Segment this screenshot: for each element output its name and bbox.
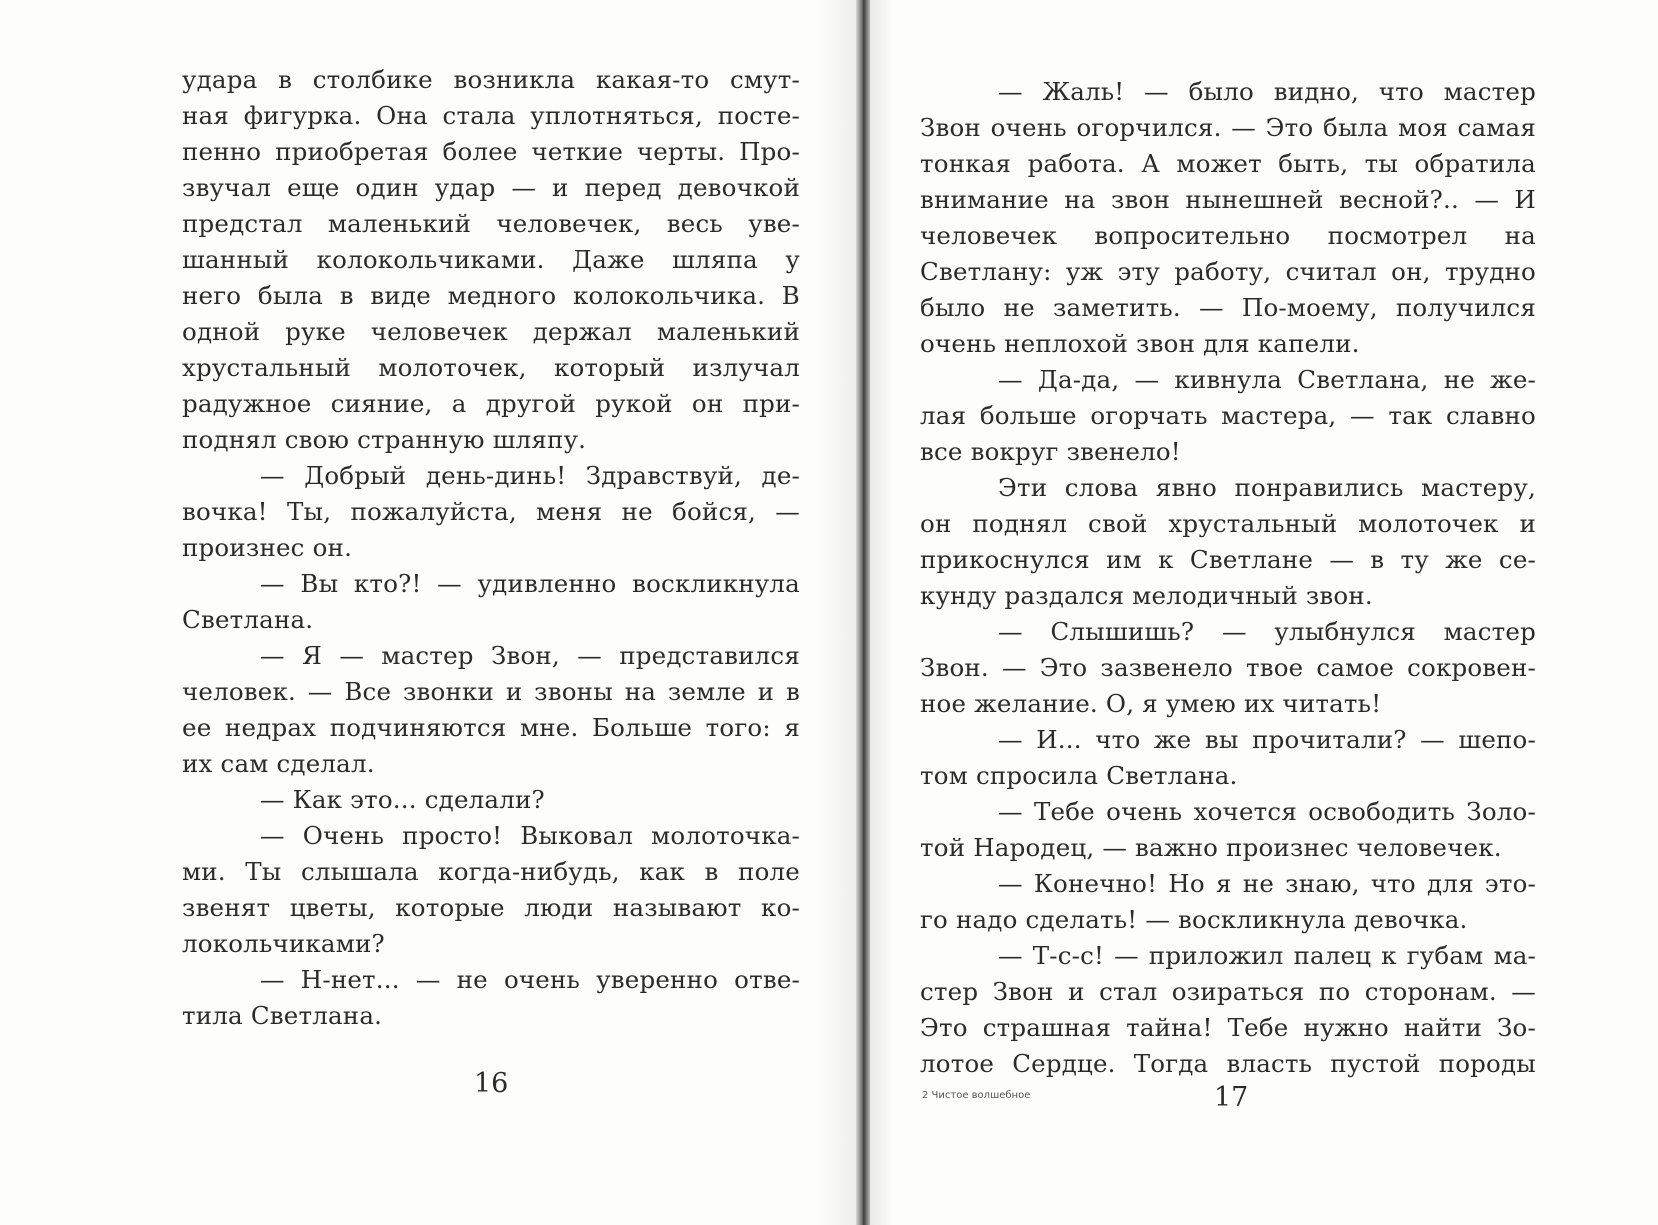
text-line: все вокруг звенело! [920,437,1181,466]
text-line: него была в виде медного колокольчика. В [182,281,800,310]
text-line: поднял свою странную шляпу. [182,425,587,454]
text-line: стер Звон и стал озираться по сторонам. — [920,977,1536,1006]
text-line: тила Светлана. [182,1001,383,1030]
text-line: Звон. — Это зазвенело твое самое сокровен- [920,653,1536,682]
text-line: ная фигурка. Она стала уплотняться, посте- [182,101,800,130]
book-gutter [856,0,870,1225]
text-line: — Конечно! Но я не знаю, что для это- [998,869,1536,898]
text-line: той Народец, — важно произнес человечек. [920,833,1502,862]
text-line: хрустальный молоточек, который излучал [182,353,800,382]
text-line: — Очень просто! Выковал молоточка- [260,821,800,850]
text-line: одной руке человечек держал маленький [182,317,800,346]
text-line: том спросила Светлана. [920,761,1238,790]
left-page-number: 16 [474,1068,509,1099]
text-line: го надо сделать! — воскликнула девочка. [920,905,1468,934]
text-line: внимание на звон нынешней весной?.. — И [920,185,1536,214]
text-line: ми. Ты слышала когда-нибудь, как в поле [182,857,800,886]
text-line: их сам сделал. [182,749,375,778]
text-line: — Добрый день-динь! Здравствуй, де- [260,461,800,490]
text-line: человечек вопросительно посмотрел на [920,221,1536,250]
text-line: ее недрах подчиняются мне. Больше того: я [182,713,800,742]
printer-signature-mark: 2 Чистое волшебное [922,1090,1031,1101]
text-line: предстал маленький человечек, весь уве- [182,209,800,238]
text-line: лотое Сердце. Тогда власть пустой породы [920,1049,1536,1078]
text-line: очень неплохой звон для капели. [920,329,1360,358]
text-line: — Тебе очень хочется освободить Золо- [998,797,1536,826]
text-line: — Жаль! — было видно, что мастер [998,77,1536,106]
text-line: Светлана. [182,605,314,634]
text-line: — Да-да, — кивнула Светлана, не же- [998,365,1536,394]
text-line: он поднял свой хрустальный молоточек и [920,509,1536,538]
text-line: пенно приобретая более четкие черты. Про- [182,137,800,166]
right-page-text [920,74,1536,1082]
gutter-shadow-right [870,0,894,1225]
text-line: — Вы кто?! — удивленно воскликнула [260,569,800,598]
text-line: — И... что же вы прочитали? — шепо- [998,725,1536,754]
text-line: звучал еще один удар — и перед девочкой [182,173,800,202]
text-line: произнес он. [182,533,353,562]
text-line: — Слышишь? — улыбнулся мастер [998,617,1536,646]
text-line: удара в столбике возникла какая-то смут- [182,65,800,94]
text-line: — Н-нет... — не очень уверенно отве- [260,965,800,994]
text-line: — Т-с-с! — приложил палец к губам ма- [998,941,1536,970]
text-line: радужное сияние, а другой рукой он при- [182,389,800,418]
text-line: Звон очень огорчился. — Это была моя самая [920,113,1536,142]
text-line: шанный колокольчиками. Даже шляпа у [182,245,800,274]
text-line: локольчиками? [182,929,385,958]
text-line: звенят цветы, которые люди называют ко- [182,893,800,922]
text-line: — Я — мастер Звон, — представился [260,641,800,670]
text-line: вочка! Ты, пожалуйста, меня не бойся, — [182,497,800,526]
text-line: Светлану: уж эту работу, считал он, трудно [920,257,1536,286]
text-line: Это страшная тайна! Тебе нужно найти Зо- [920,1013,1536,1042]
left-page-text [182,62,800,1034]
text-line: тонкая работа. А может быть, ты обратила [920,149,1536,178]
text-line: кунду раздался мелодичный звон. [920,581,1373,610]
text-line: — Как это... сделали? [260,785,545,814]
text-line: человек. — Все звонки и звоны на земле и в [182,677,800,706]
text-line: ное желание. О, я умею их читать! [920,689,1382,718]
right-page-number: 17 [1214,1082,1249,1113]
text-line: было не заметить. — По-моему, получился [920,293,1536,322]
text-line: лая больше огорчать мастера, — так славно [920,401,1536,430]
text-line: Эти слова явно понравились мастеру, [998,473,1536,502]
gutter-shadow-left [820,0,856,1225]
text-line: прикоснулся им к Светлане — в ту же се- [920,545,1536,574]
